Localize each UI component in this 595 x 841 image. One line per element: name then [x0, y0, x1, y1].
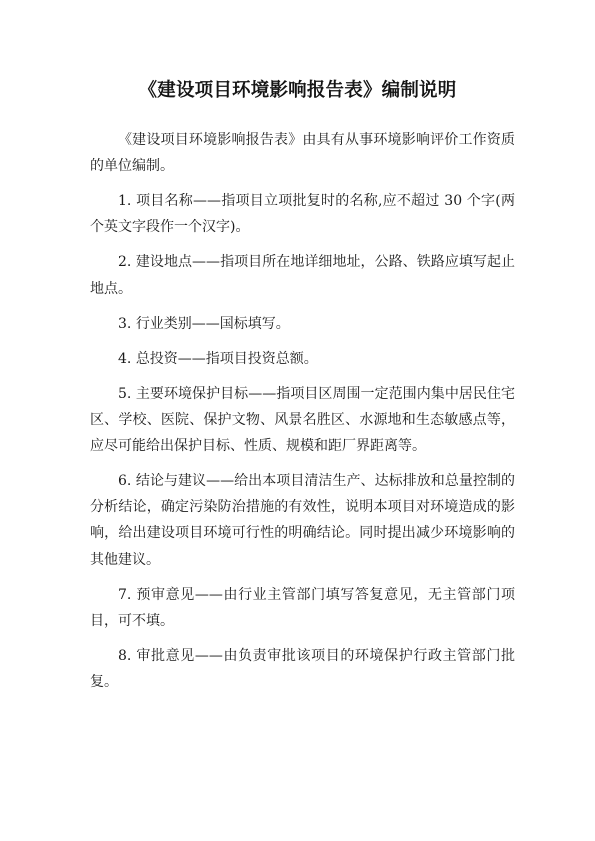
item-text: 行业类别——国标填写。	[135, 315, 290, 332]
page-title: 《建设项目环境影响报告表》编制说明	[138, 80, 457, 101]
item-text: 项目名称——指项目立项批复时的名称,应不超过 30 个字(两个英文字段作一个汉字)。	[90, 193, 515, 236]
item-text: 建设地点——指项目所在地详细地址，公路、铁路应填写起止地点。	[90, 254, 515, 297]
list-item	[90, 582, 515, 634]
item-text: 总投资——指项目投资总额。	[135, 350, 318, 367]
item-number: 7.	[118, 586, 132, 603]
item-text: 审批意见——由负责审批该项目的环境保护行政主管部门批复。	[90, 647, 516, 691]
item-number: 6.	[118, 473, 132, 490]
list-item	[90, 346, 515, 372]
item-number: 1.	[118, 193, 132, 210]
list-item	[90, 311, 515, 337]
item-text: 预审意见——由行业主管部门填写答复意见，无主管部门项目，可不填。	[90, 586, 516, 629]
list-item	[90, 643, 515, 695]
intro-paragraph: 《建设项目环境影响报告表》由具有从事环境影响评价工作资质的单位编制。	[90, 132, 515, 175]
list-item	[90, 249, 515, 301]
list-item	[90, 188, 515, 240]
document-body	[90, 127, 515, 704]
item-number: 4.	[118, 350, 132, 367]
item-number: 3.	[118, 315, 132, 332]
list-item	[90, 468, 515, 573]
item-number: 2.	[118, 254, 132, 271]
item-text: 主要环境保护目标——指项目区周围一定范围内集中居民住宅区、学校、医院、保护文物、风景名胜区、水源地和生态敏感点等，应尽可能给出保护目标、性质、规模和距厂界距离等。	[90, 385, 515, 455]
item-number: 5.	[118, 385, 132, 402]
item-text: 结论与建议——给出本项目清洁生产、达标排放和总量控制的分析结论，确定污染防治措施的有效性，说明本项目对环境造成的影响，给出建设项目环境可行性的明确结论。同时提出减少环境影响的其他建议。	[90, 473, 515, 568]
item-number: 8.	[118, 647, 132, 664]
list-item	[90, 381, 515, 460]
